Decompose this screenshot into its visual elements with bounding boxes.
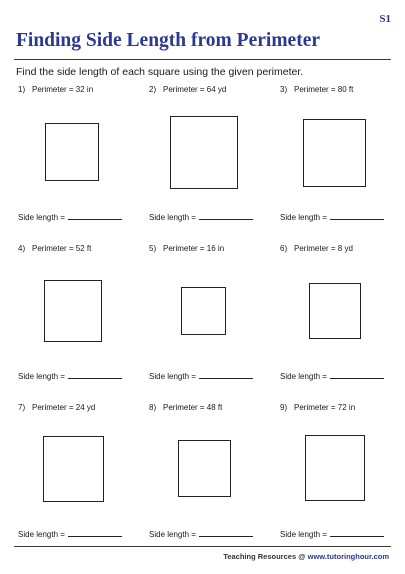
problem-number: 8) [149, 403, 157, 412]
problem-8 [149, 403, 269, 553]
problem-number: 2) [149, 85, 157, 94]
instructions: Find the side length of each square using the given perimeter. [16, 66, 304, 78]
sheet-id: S1 [379, 13, 391, 25]
square-figure [178, 440, 231, 497]
answer-line [149, 529, 253, 539]
answer-line [149, 212, 253, 222]
problem-number: 1) [18, 85, 26, 94]
problem-header [280, 403, 355, 412]
answer-label: Side length = [18, 213, 65, 222]
footer-site-link[interactable]: www.tutoringhour.com [307, 552, 389, 561]
problem-header [149, 85, 226, 94]
problem-prompt: Perimeter = 24 yd [32, 403, 96, 412]
problem-9 [280, 403, 400, 553]
answer-blank[interactable] [68, 212, 122, 220]
problem-4 [18, 244, 138, 394]
problem-prompt: Perimeter = 32 in [32, 85, 94, 94]
answer-blank[interactable] [330, 212, 384, 220]
problem-number: 5) [149, 244, 157, 253]
answer-blank[interactable] [199, 212, 253, 220]
answer-line [280, 529, 384, 539]
answer-blank[interactable] [199, 371, 253, 379]
answer-label: Side length = [149, 213, 196, 222]
answer-label: Side length = [280, 530, 327, 539]
answer-line [280, 371, 384, 381]
square-figure [309, 283, 361, 339]
problem-prompt: Perimeter = 80 ft [294, 85, 354, 94]
square-figure [43, 436, 104, 502]
answer-line [280, 212, 384, 222]
problem-number: 3) [280, 85, 288, 94]
footer-credit [223, 552, 389, 561]
answer-label: Side length = [280, 372, 327, 381]
answer-line [18, 371, 122, 381]
answer-blank[interactable] [68, 371, 122, 379]
problem-2 [149, 85, 269, 235]
answer-line [18, 529, 122, 539]
answer-label: Side length = [18, 530, 65, 539]
square-figure [45, 123, 99, 181]
page-title: Finding Side Length from Perimeter [16, 30, 321, 51]
answer-line [149, 371, 253, 381]
problem-header [149, 244, 224, 253]
answer-label: Side length = [18, 372, 65, 381]
square-figure [305, 435, 365, 501]
problem-prompt: Perimeter = 72 in [294, 403, 356, 412]
answer-label: Side length = [149, 530, 196, 539]
answer-line [18, 212, 122, 222]
problem-prompt: Perimeter = 52 ft [32, 244, 92, 253]
problem-header [149, 403, 222, 412]
problem-5 [149, 244, 269, 394]
problem-prompt: Perimeter = 64 yd [163, 85, 227, 94]
answer-blank[interactable] [68, 529, 122, 537]
square-figure [303, 119, 366, 187]
answer-blank[interactable] [330, 371, 384, 379]
problem-number: 7) [18, 403, 26, 412]
problem-3 [280, 85, 400, 235]
problem-header [18, 244, 91, 253]
problem-1 [18, 85, 138, 235]
problem-prompt: Perimeter = 48 ft [163, 403, 223, 412]
problem-6 [280, 244, 400, 394]
square-figure [170, 116, 238, 189]
problem-number: 4) [18, 244, 26, 253]
answer-label: Side length = [280, 213, 327, 222]
bottom-rule [14, 546, 391, 547]
square-figure [181, 287, 226, 335]
answer-blank[interactable] [199, 529, 253, 537]
problem-header [280, 244, 353, 253]
problem-number: 6) [280, 244, 288, 253]
square-figure [44, 280, 102, 342]
problem-header [18, 403, 95, 412]
problem-7 [18, 403, 138, 553]
top-rule [14, 59, 391, 60]
answer-label: Side length = [149, 372, 196, 381]
problem-prompt: Perimeter = 16 in [163, 244, 225, 253]
problem-header [280, 85, 353, 94]
problem-prompt: Perimeter = 8 yd [294, 244, 353, 253]
problem-header [18, 85, 93, 94]
answer-blank[interactable] [330, 529, 384, 537]
problem-number: 9) [280, 403, 288, 412]
footer-label: Teaching Resources @ [223, 552, 308, 561]
